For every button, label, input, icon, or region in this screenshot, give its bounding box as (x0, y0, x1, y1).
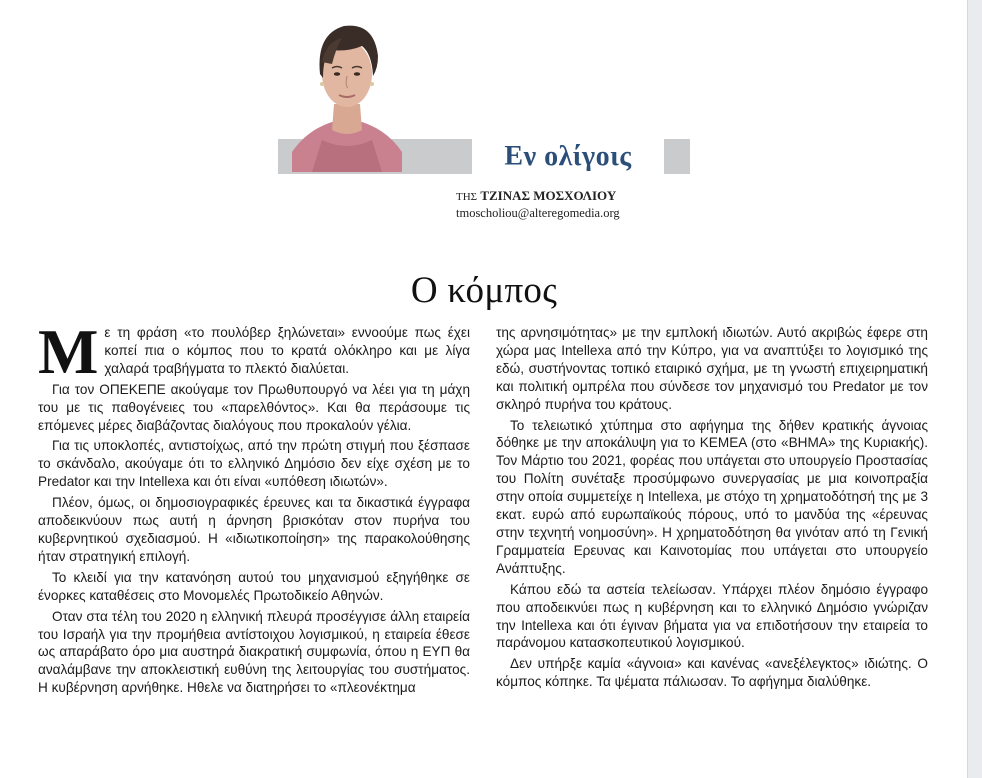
article-paragraph: Για τον ΟΠΕΚΕΠΕ ακούγαμε τον Πρωθυπουργό να λέει για τη μάχη του με τις παθογένειες του «παρελθόντος». Και θα περάσουμε τις επόμενες μέρες διαβάζοντας διαλόγους που προκαλούν γέλια. (38, 381, 470, 433)
article-paragraph (38, 316, 470, 387)
byline (456, 188, 616, 204)
article-column-right (496, 324, 928, 694)
byline-prefix: ΤΗΣ (456, 191, 478, 203)
article-headline: Ο κόμπος (410, 269, 558, 311)
article-paragraph: της αρνησιμότητας» με την εμπλοκή ιδιωτών. Αυτό ακριβώς έφερε στη χώρα μας Intellexa από την Κύπρο, για να αναπτύξει το λογισμικό της εδώ, συστήνοντας τοπικό εταιρικό σχήμα, με τη γνωστή επιχειρηματική και πολιτική ομπρέλα που σύνδεσε τον μηχανισμό του Predator με τον σκληρό πυρήνα του κράτους. (496, 325, 928, 412)
article-paragraph: Δεν υπήρξε καμία «άγνοια» και κανένας «ανεξέλεγκτος» ιδιώτης. Ο κόμπος κόπηκε. Τα ψέματα πάλιωσαν. Το αφήγημα διαλύθηκε. (496, 656, 928, 690)
drop-cap: Μ (38, 316, 99, 387)
article-paragraph: Το τελειωτικό χτύπημα στο αφήγημα της δήθεν κρατικής άγνοιας δόθηκε με την αποκάλυψη για το ΚΕΜΕΑ (στο «ΒΗΜΑ» της Κυριακής). Τον Μάρτιο του 2021, φορέας που υπάγεται στο υπουργείο Προστασίας του Πολίτη συνέταξε προσύμφωνο συνεργασίας με μια κοινοπραξία στην οποία συμμετείχε η Intellexa, με στόχο τη χρηματοδότησή της με 3 εκατ. ευρώ από ευρωπαϊκούς πόρους, υπό το μανδύα της «έρευνας στην τεχνητή νοημοσύνη». Η χρηματοδότηση θα γινόταν από τη Γενική Γραμματεία Ερευνας και Καινοτομίας που υπάγεται στο υπουργείο Ανάπτυξης. (496, 417, 928, 576)
author-email: tmoscholiou@alteregomedia.org (456, 206, 620, 220)
paragraph-text: ε τη φράση «το πουλόβερ ξηλώνεται» εννοούμε πως έχει κοπεί πια ο κόμπος που το κρατά ολόκληρο και με λίγα χαλαρά τραβήγματα το πλεκτό διαλύεται. (104, 325, 470, 376)
article-column-left (38, 316, 470, 700)
article-paragraph: Το κλειδί για την κατανόηση αυτού του μηχανισμού εξηγήθηκε σε ένορκες καταθέσεις στο Μονομελές Πρωτοδικείο Αθηνών. (38, 569, 470, 603)
page-edge (968, 0, 982, 778)
article-paragraph: Οταν στα τέλη του 2020 η ελληνική πλευρά προσέγγισε άλλη εταιρεία του Ισραήλ για την προμήθεια αντίστοιχου λογισμικού, η εταιρεία έθεσε ως απαράβατο όρο μια αυστηρά διακρατική συμφωνία, όπου η ΕΥΠ θα αναλάμβανε την αποκλειστική ευθύνη της λειτουργίας του συστήματος. Η κυβέρνηση αρνήθηκε. Ηθελε να διατηρήσει το «πλεονέκτημα (38, 608, 470, 696)
article-paragraph: Κάπου εδώ τα αστεία τελείωσαν. Υπάρχει πλέον δημόσιο έγγραφο που αποδεικνύει πως η κυβέρνηση και το ελληνικό Δημόσιο γνώριζαν την Intellexa και ότι έγιναν βήματα για να επιδοτήσουν την εταιρεία το παράνομου κατασκοπευτικού λογισμικού. (496, 581, 928, 651)
column-title-box (472, 139, 664, 174)
article-paragraph: Πλέον, όμως, οι δημοσιογραφικές έρευνες και τα δικαστικά έγγραφα αποδεικνύουν πως αυτή η άρνηση βρισκόταν στον πυρήνα του κυβερνητικού σχεδιασμού. Η «ιδιωτικοποίηση» της παρακολούθησης ήταν στρατηγική επιλογή. (38, 495, 470, 564)
article-paragraph: Για τις υποκλοπές, αντιστοίχως, από την πρώτη στιγμή που ξέσπασε το σκάνδαλο, ακούγαμε ότι το ελληνικό Δημόσιο δεν είχε σχέση με το Predator και την Intellexa και ότι είναι «υπόθεση ιδιωτών». (38, 438, 470, 490)
column-name: Εν ολίγοις (504, 140, 632, 172)
author-portrait-image (292, 12, 402, 172)
author-photo (292, 12, 402, 172)
author-name: ΤΖΙΝΑΣ ΜΟΣΧΟΛΙΟΥ (480, 188, 617, 203)
